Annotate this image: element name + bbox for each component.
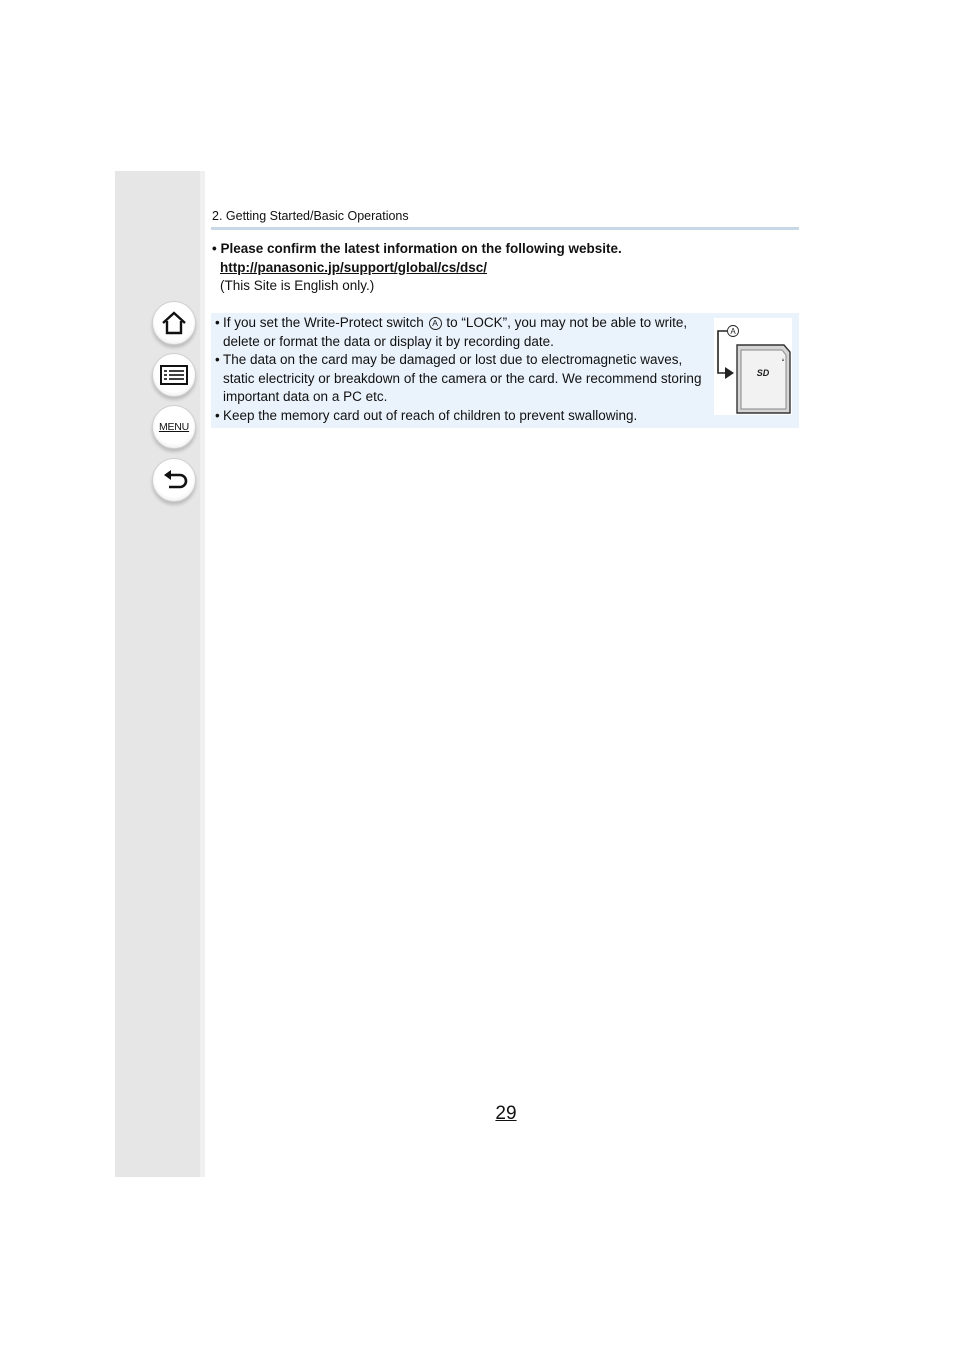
table-of-contents-icon <box>159 364 189 386</box>
page-number: 29 <box>495 1103 517 1124</box>
menu-label: MENU <box>158 421 190 433</box>
caution-item-data-loss <box>215 351 715 407</box>
header-divider <box>211 227 799 230</box>
caution-item-1-text-before: If you set the Write-Protect switch <box>223 315 428 330</box>
caution-bullet: • <box>215 315 220 330</box>
back-button[interactable] <box>152 458 196 502</box>
caution-item-3-text: Keep the memory card out of reach of children to prevent swallowing. <box>223 407 638 423</box>
notice-url-line <box>212 259 622 278</box>
notice-bullet: • <box>212 241 217 256</box>
home-icon <box>160 310 188 336</box>
notice-heading-line <box>212 240 622 259</box>
sd-card-icon <box>714 318 792 415</box>
menu-button[interactable] <box>152 405 196 449</box>
caution-item-1-text-after: to “LOCK”, you may not be able to write, delete or format the data or display it by recording date. <box>223 315 688 349</box>
support-website-link[interactable]: http://panasonic.jp/support/global/cs/dsc/ <box>220 259 488 275</box>
sidebar-edge <box>200 171 205 1177</box>
website-notice <box>212 240 622 296</box>
notice-heading: Please confirm the latest information on the following website. <box>220 241 622 256</box>
caution-item-2-text: The data on the card may be damaged or lost due to electromagnetic waves, static electricity or breakdown of the camera or the card. We recommend storing important data on a PC etc. <box>223 352 702 404</box>
notice-note: (This Site is English only.) <box>220 278 375 293</box>
contents-button[interactable] <box>152 353 196 397</box>
caution-item-write-protect <box>215 314 715 351</box>
caution-bullet: • <box>215 352 220 367</box>
home-button[interactable] <box>152 301 196 345</box>
sd-card-figure <box>714 318 792 415</box>
return-arrow-icon <box>160 467 188 493</box>
caution-bullet: • <box>215 407 220 423</box>
caution-item-children <box>215 407 715 426</box>
caution-box <box>211 313 799 428</box>
breadcrumb: 2. Getting Started/Basic Operations <box>212 209 409 223</box>
figure-callout-a: A <box>730 327 736 336</box>
callout-a-marker: A <box>429 317 442 330</box>
sd-logo: SD <box>756 368 770 378</box>
caution-list <box>215 314 715 425</box>
